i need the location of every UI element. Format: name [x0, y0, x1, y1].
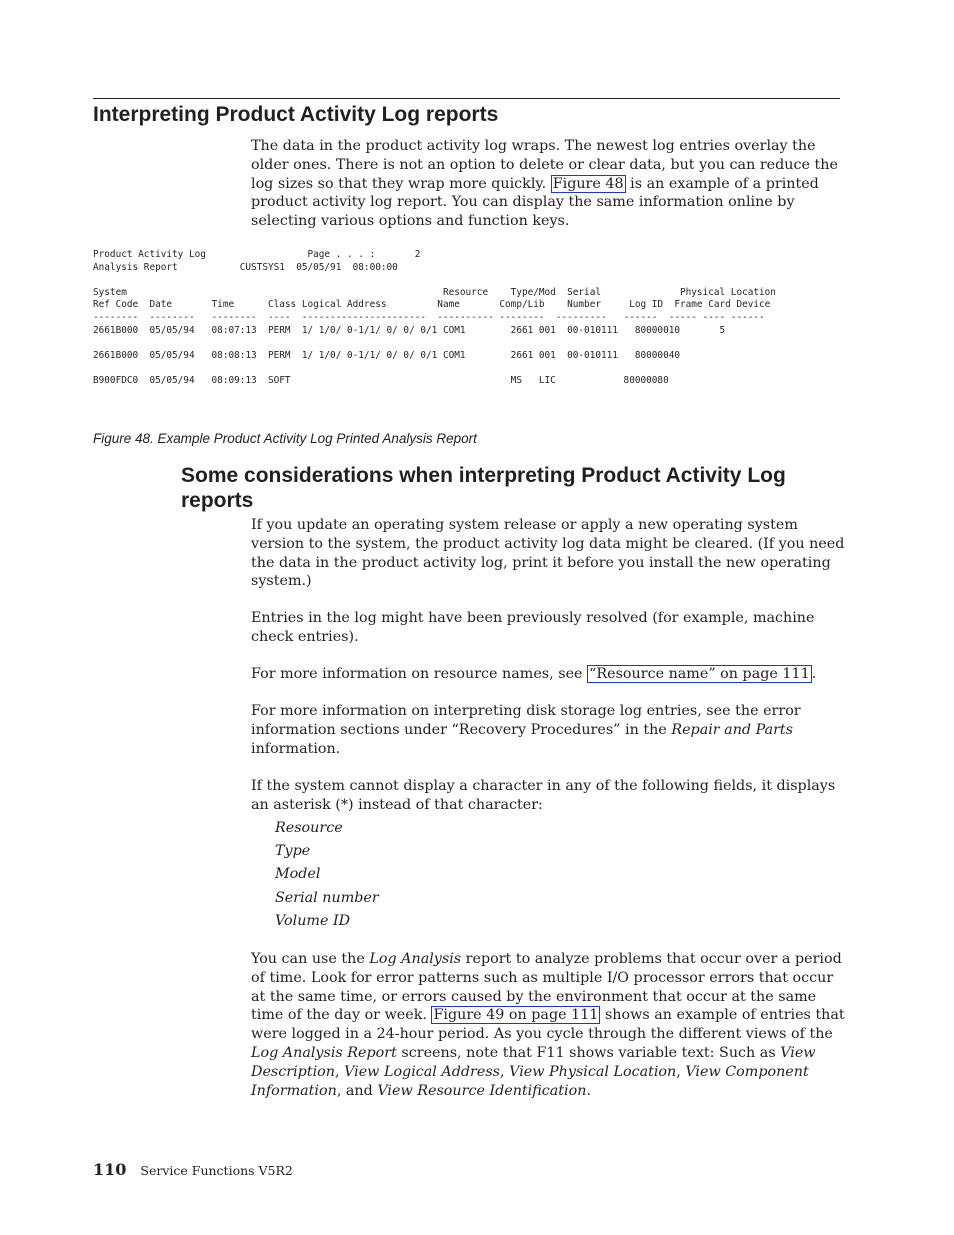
subsection-heading: Some considerations when interpreting Product Activity Log reports [181, 464, 786, 512]
list-item: Type [275, 843, 311, 860]
figure-caption: Figure 48. Example Product Activity Log Printed Analysis Report [93, 431, 477, 446]
p6-text: report to analyze problems that occur over a period of time. Look for error patterns such as multiple I/O processor errors that occur at the same time, or errors caused by the environment that occur at the same time of the day or week. [251, 951, 842, 1024]
report-line: B900FDC0 05/05/94 08:09:13 SOFT MS LIC 80000080 [93, 374, 669, 386]
p6-italic: View Physical Location [509, 1063, 677, 1080]
paragraph-4 [251, 702, 847, 758]
figure-49-link[interactable]: Figure 49 on page 111 [433, 1007, 599, 1024]
p6-italic: Log Analysis Report [251, 1044, 397, 1061]
report-line: Analysis Report CUSTSYS1 05/05/91 08:00:00 [93, 261, 398, 273]
repair-parts-title: Repair and Parts [671, 721, 794, 738]
p6-text: , and [336, 1082, 378, 1099]
p6-italic: View Resource Identification [377, 1082, 587, 1099]
p6-italic: Log Analysis [369, 951, 462, 967]
report-line: 2661B000 05/05/94 08:07:13 PERM 1/ 1/0/ 0-1/1/ 0/ 0/ 0/1 COM1 2661 001 00-010111 80000010 5 [93, 324, 726, 336]
page-footer [93, 1160, 293, 1179]
report-line: 2661B000 05/05/94 08:08:13 PERM 1/ 1/0/ 0-1/1/ 0/ 0/ 0/1 COM1 2661 001 00-010111 80000040 [93, 349, 680, 361]
p6-italic: View Component Information [251, 1063, 809, 1099]
report-line: -------- -------- -------- ---- ---------------------- ---------- -------- --------- ------ ----- ---- ------ [93, 311, 765, 323]
report-line: Product Activity Log Page . . . : 2 [93, 249, 421, 260]
paragraph-4-end: information. [251, 740, 341, 757]
p6-italic: View Logical Address [344, 1063, 501, 1080]
p6-text: . [586, 1082, 591, 1099]
paragraph-2: Entries in the log might have been previously resolved (for example, machine check entries). [251, 610, 815, 645]
paragraph-1: If you update an operating system release or apply a new operating system version to the system, the product activity log data might be cleared. (If you need the data in the product activity log, print it before you install the new operating system.) [251, 517, 845, 590]
intro-text-2: is an example of a printed product activity log report. You can display the same information online by selecting various options and function keys. [251, 175, 819, 230]
p6-text: screens, note that F11 shows variable text: Such as [396, 1044, 781, 1061]
paragraph-6 [251, 950, 847, 1100]
list-item: Resource [275, 820, 343, 836]
p6-text: You can use the [251, 951, 370, 967]
report-listing [93, 249, 776, 388]
p6-text: , [500, 1063, 510, 1080]
p6-text: shows an example of entries that were logged in a 24-hour period. As you cycle through the different views of the [251, 1007, 845, 1043]
paragraph-5: If the system cannot display a character in any of the following fields, it displays an asterisk (*) instead of that character: [251, 778, 836, 813]
list-item: Model [275, 866, 321, 883]
intro-paragraph [251, 137, 847, 231]
p6-text: , [334, 1063, 345, 1080]
resource-name-link[interactable]: “Resource name” on page 111 [589, 666, 810, 682]
report-line: System Resource Type/Mod Serial Physical Location [93, 286, 776, 298]
book-title: Service Functions V5R2 [140, 1163, 293, 1178]
p6-text: , [676, 1063, 686, 1080]
field-list [275, 819, 379, 935]
intro-text-1: The data in the product activity log wraps. The newest log entries overlay the older ones. There is not an option to delete or clear data, but you can reduce the log sizes so that they wrap more quickly. [251, 138, 838, 192]
page-number: 110 [93, 1160, 127, 1179]
list-item: Serial number [275, 889, 379, 906]
top-rule [93, 98, 840, 99]
report-line: Ref Code Date Time Class Logical Address Name Comp/Lib Number Log ID Frame Card Device [93, 299, 771, 311]
figure-48-link[interactable]: Figure 48 [552, 175, 624, 192]
paragraph-3 [251, 665, 847, 684]
paragraph-3-text: For more information on resource names, see [251, 666, 588, 682]
list-item: Volume ID [275, 912, 351, 929]
p6-italic: View Description [251, 1044, 816, 1080]
paragraph-4-text: For more information on interpreting disk storage log entries, see the error information sections under “Recovery Procedures” in the [251, 703, 801, 738]
paragraph-3-end: . [811, 666, 817, 682]
section-heading: Interpreting Product Activity Log reports [93, 103, 499, 126]
